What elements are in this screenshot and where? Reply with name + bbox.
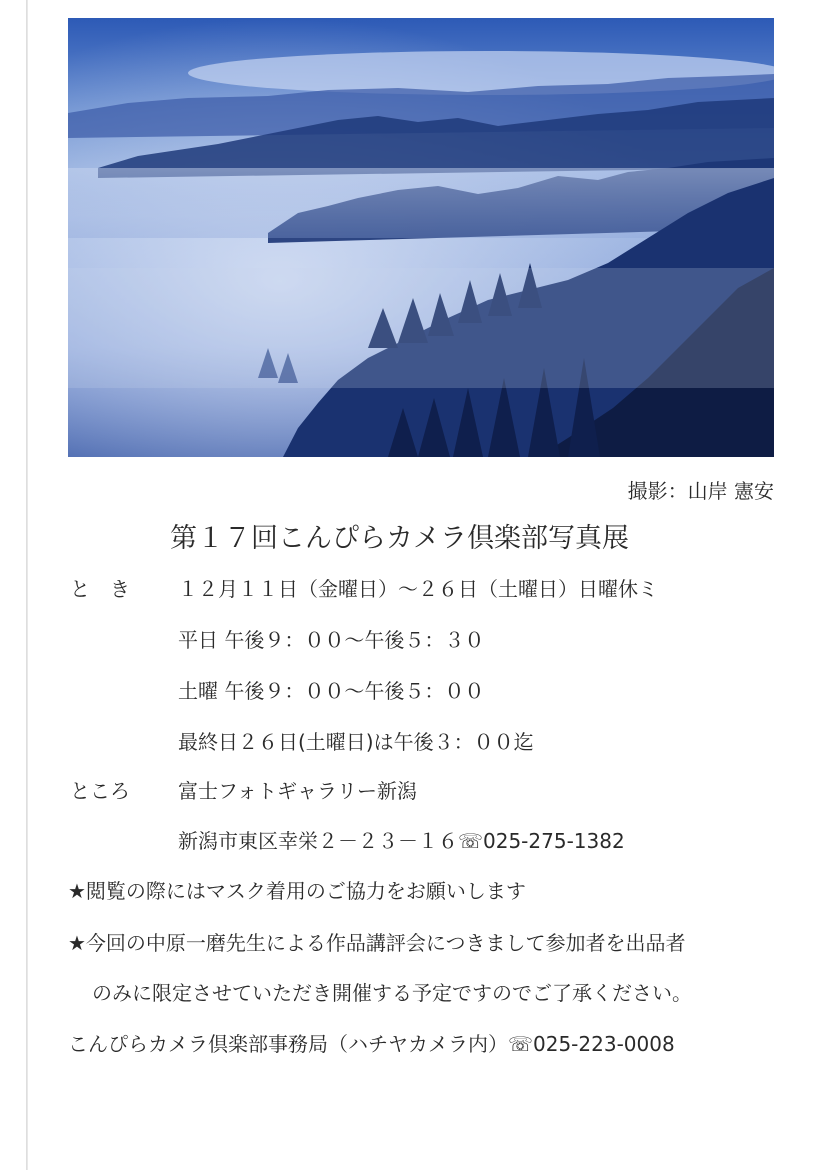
weekday-hours: 平日 午後９：００～午後５：３０ xyxy=(178,628,485,652)
where-label: ところ xyxy=(70,779,130,803)
photo-credit: 撮影：山岸 憲安 xyxy=(627,479,774,503)
mask-notice: ★閲覧の際にはマスク着用のご協力をお願いします xyxy=(68,879,526,903)
saturday-hours: 土曜 午後９：００～午後５：００ xyxy=(178,679,485,703)
last-day-hours: 最終日２６日(土曜日)は午後３：００迄 xyxy=(178,730,534,754)
when-label: と き xyxy=(70,577,130,601)
critique-notice-line-2: のみに限定させていただき開催する予定ですのでご了承ください。 xyxy=(92,981,692,1005)
venue-address: 新潟市東区幸栄２－２３－１６☏025-275-1382 xyxy=(178,829,625,853)
mountain-fog-photo xyxy=(68,18,774,457)
scan-edge-line xyxy=(26,0,28,1170)
when-dates: １２月１１日（金曜日）～２６日（土曜日）日曜休ミ xyxy=(178,577,658,601)
critique-notice-line-1: ★今回の中原一磨先生による作品講評会につきまして参加者を出品者 xyxy=(68,931,686,955)
office-contact: こんぴらカメラ倶楽部事務局（ハチヤカメラ内）☏025-223-0008 xyxy=(68,1032,675,1056)
page-title: 第１７回こんぴらカメラ倶楽部写真展 xyxy=(170,523,629,554)
photo-illustration xyxy=(68,18,774,457)
venue-name: 富士フォトギャラリー新潟 xyxy=(178,779,417,803)
